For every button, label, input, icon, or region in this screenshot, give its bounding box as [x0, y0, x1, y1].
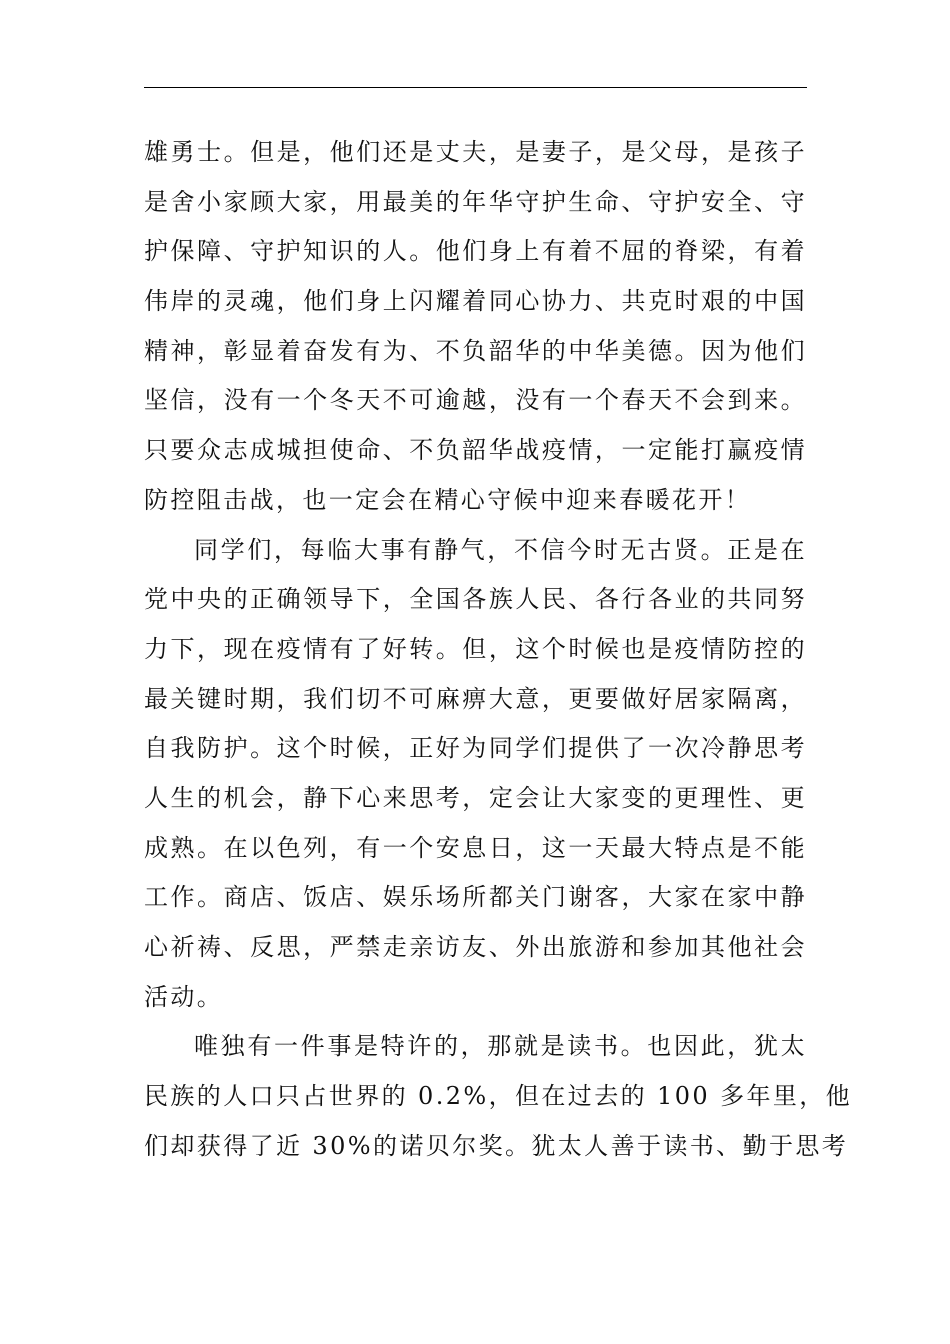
paragraph-line: 护保障、守护知识的人。他们身上有着不屈的脊梁，有着: [144, 237, 807, 266]
paragraph-line: 们却获得了近 30%的诺贝尔奖。犹太人善于读书、勤于思考: [144, 1131, 849, 1160]
paragraph-line: 人生的机会，静下心来思考，定会让大家变的更理性、更: [144, 783, 807, 812]
paragraph-line: 防控阻击战，也一定会在精心守候中迎来春暖花开！: [144, 485, 752, 514]
paragraph-line: 伟岸的灵魂，他们身上闪耀着同心协力、共克时艰的中国: [144, 287, 807, 316]
paragraph-line: 活动。: [144, 982, 224, 1011]
paragraph-line: 成熟。在以色列，有一个安息日，这一天最大特点是不能: [144, 833, 807, 862]
paragraph-line: 心祈祷、反思，严禁走亲访友、外出旅游和参加其他社会: [144, 933, 807, 961]
paragraph-line: 精神，彰显着奋发有为、不负韶华的中华美德。因为他们: [144, 336, 807, 365]
paragraph-line: 最关键时期，我们切不可麻痹大意，更要做好居家隔离，: [144, 684, 807, 713]
paragraph-line: 民族的人口只占世界的 0.2%，但在过去的 100 多年里，他: [144, 1082, 853, 1111]
paragraph-line: 坚信，没有一个冬天不可逾越，没有一个春天不会到来。: [144, 386, 807, 415]
paragraph-line: 自我防护。这个时候，正好为同学们提供了一次冷静思考: [144, 734, 807, 763]
paragraph-line: 党中央的正确领导下，全国各族人民、各行各业的共同努: [144, 585, 807, 614]
document-body: [144, 128, 853, 1171]
paragraph-line: 唯独有一件事是特许的，那就是读书。也因此，犹太: [194, 1032, 807, 1061]
paragraph-line: 力下，现在疫情有了好转。但，这个时候也是疫情防控的: [144, 634, 807, 663]
header-rule: [144, 87, 807, 88]
paragraph-line: 只要众志成城担使命、不负韶华战疫情，一定能打赢疫情: [144, 436, 807, 465]
paragraph-line: 是舍小家顾大家，用最美的年华守护生命、守护安全、守: [144, 187, 807, 216]
paragraph-line: 工作。商店、饭店、娱乐场所都关门谢客，大家在家中静: [144, 883, 807, 912]
paragraph-line: 同学们，每临大事有静气，不信今时无古贤。正是在: [194, 535, 807, 564]
paragraph-line: 雄勇士。但是，他们还是丈夫，是妻子，是父母，是孩子: [144, 138, 807, 166]
